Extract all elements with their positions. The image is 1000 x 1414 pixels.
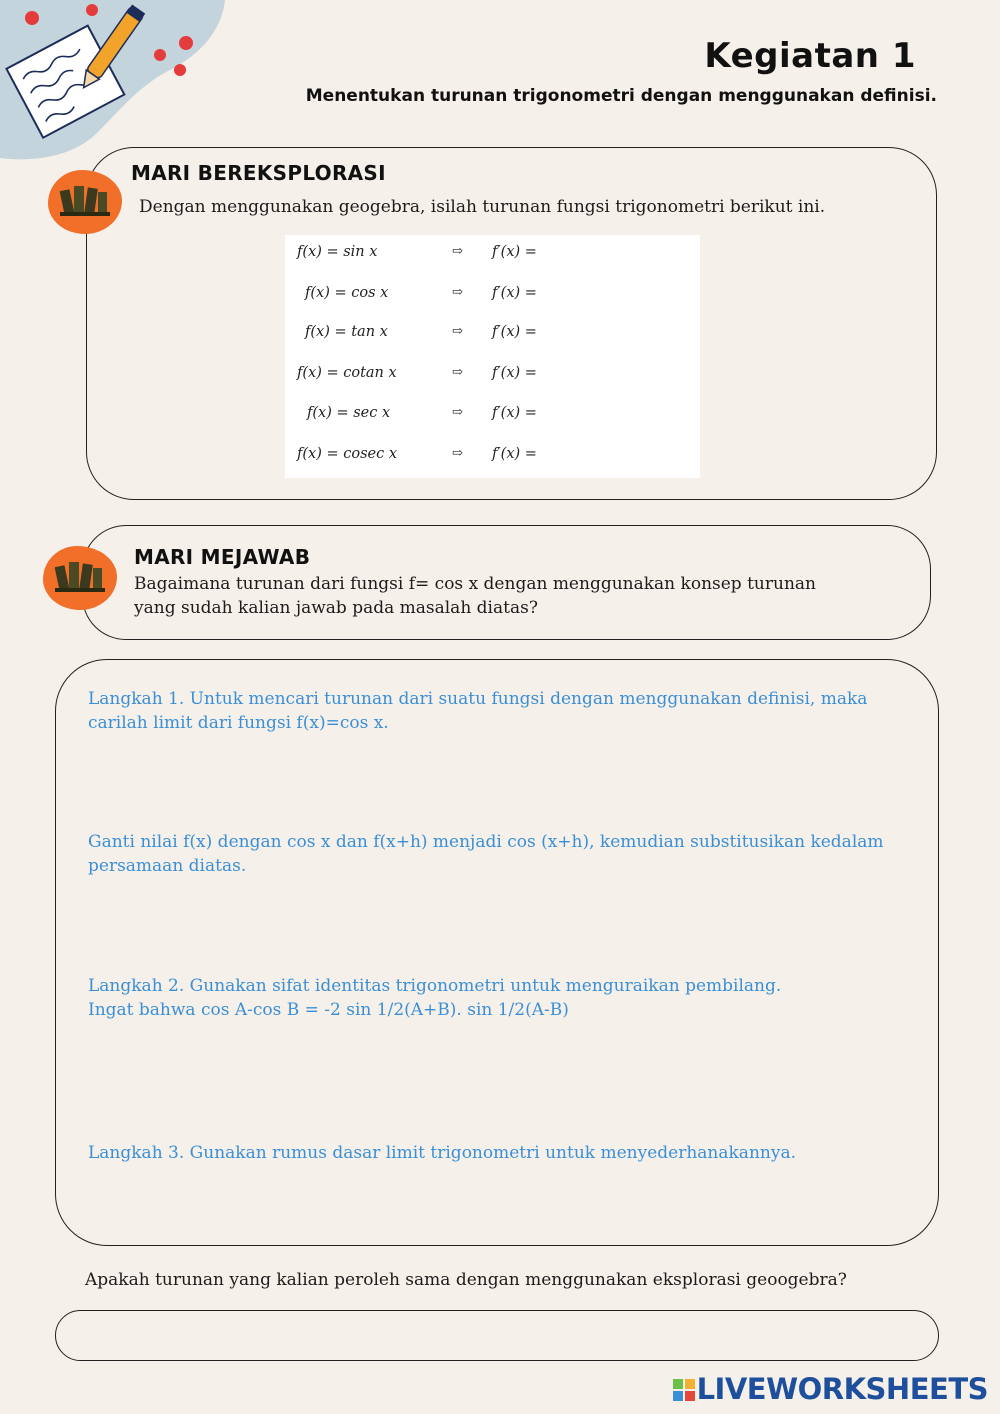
explore-instruction: Dengan menggunakan geogebra, isilah turunan fungsi trigonometri berikut ini. — [139, 197, 826, 217]
formula-row — [285, 324, 700, 348]
corner-notebook-illustration — [0, 0, 230, 165]
formula-function: f(x) = tan x — [305, 324, 388, 340]
step2-line-2: Ingat bahwa cos A-cos B = -2 sin 1/2(A+B). sin 1/2(A-B) — [88, 1000, 569, 1020]
formula-row — [285, 446, 700, 470]
books-icon — [48, 170, 122, 234]
formula-function: f(x) = sin x — [297, 244, 378, 260]
arrow-icon: ⇨ — [452, 365, 463, 380]
formula-derivative: f′(x) = — [492, 446, 537, 462]
arrow-icon: ⇨ — [452, 244, 463, 259]
step3-line: Langkah 3. Gunakan rumus dasar limit trigonometri untuk menyederhanakannya. — [88, 1143, 796, 1163]
formula-derivative: f′(x) = — [492, 244, 537, 260]
step1-line-1: Langkah 1. Untuk mencari turunan dari suatu fungsi dengan menggunakan definisi, maka — [88, 689, 868, 709]
substitution-line-1: Ganti nilai f(x) dengan cos x dan f(x+h) menjadi cos (x+h), kemudian substitusikan kedalam — [88, 832, 884, 852]
page-title: Kegiatan 1 — [704, 36, 916, 76]
liveworksheets-logo-text: LIVEWORKSHEETS — [696, 1372, 988, 1406]
explore-icon-blob — [48, 170, 122, 234]
formula-function: f(x) = cotan x — [297, 365, 397, 381]
arrow-icon: ⇨ — [452, 405, 463, 420]
formula-row — [285, 285, 700, 309]
formula-derivative: f′(x) = — [492, 405, 537, 421]
substitution-line-2: persamaan diatas. — [88, 856, 247, 876]
formula-function: f(x) = cosec x — [297, 446, 398, 462]
arrow-icon: ⇨ — [452, 324, 463, 339]
explore-heading: MARI BEREKSPLORASI — [131, 161, 386, 185]
formula-derivative: f′(x) = — [492, 365, 537, 381]
formula-row — [285, 244, 700, 268]
answer-heading: MARI MEJAWAB — [134, 545, 311, 569]
arrow-icon: ⇨ — [452, 285, 463, 300]
arrow-icon: ⇨ — [452, 446, 463, 461]
formula-table — [285, 235, 700, 478]
answer-question-line-1: Bagaimana turunan dari fungsi f= cos x dengan menggunakan konsep turunan — [134, 574, 816, 594]
answer-question-line-2: yang sudah kalian jawab pada masalah diatas? — [134, 598, 538, 618]
step1-line-2: carilah limit dari fungsi f(x)=cos x. — [88, 713, 389, 733]
formula-function: f(x) = cos x — [305, 285, 389, 301]
page-subtitle: Menentukan turunan trigonometri dengan menggunakan definisi. — [305, 86, 937, 106]
formula-derivative: f′(x) = — [492, 285, 537, 301]
formula-row — [285, 365, 700, 389]
final-answer-input[interactable] — [55, 1310, 939, 1361]
final-question: Apakah turunan yang kalian peroleh sama dengan menggunakan eksplorasi geoogebra? — [85, 1270, 847, 1290]
formula-function: f(x) = sec x — [307, 405, 391, 421]
liveworksheets-logo — [673, 1372, 988, 1406]
liveworksheets-logo-mark-icon — [673, 1379, 695, 1401]
formula-derivative: f′(x) = — [492, 324, 537, 340]
answer-icon-blob — [43, 546, 117, 610]
books-icon — [43, 546, 117, 610]
formula-row — [285, 405, 700, 429]
step2-line-1: Langkah 2. Gunakan sifat identitas trigonometri untuk menguraikan pembilang. — [88, 976, 782, 996]
